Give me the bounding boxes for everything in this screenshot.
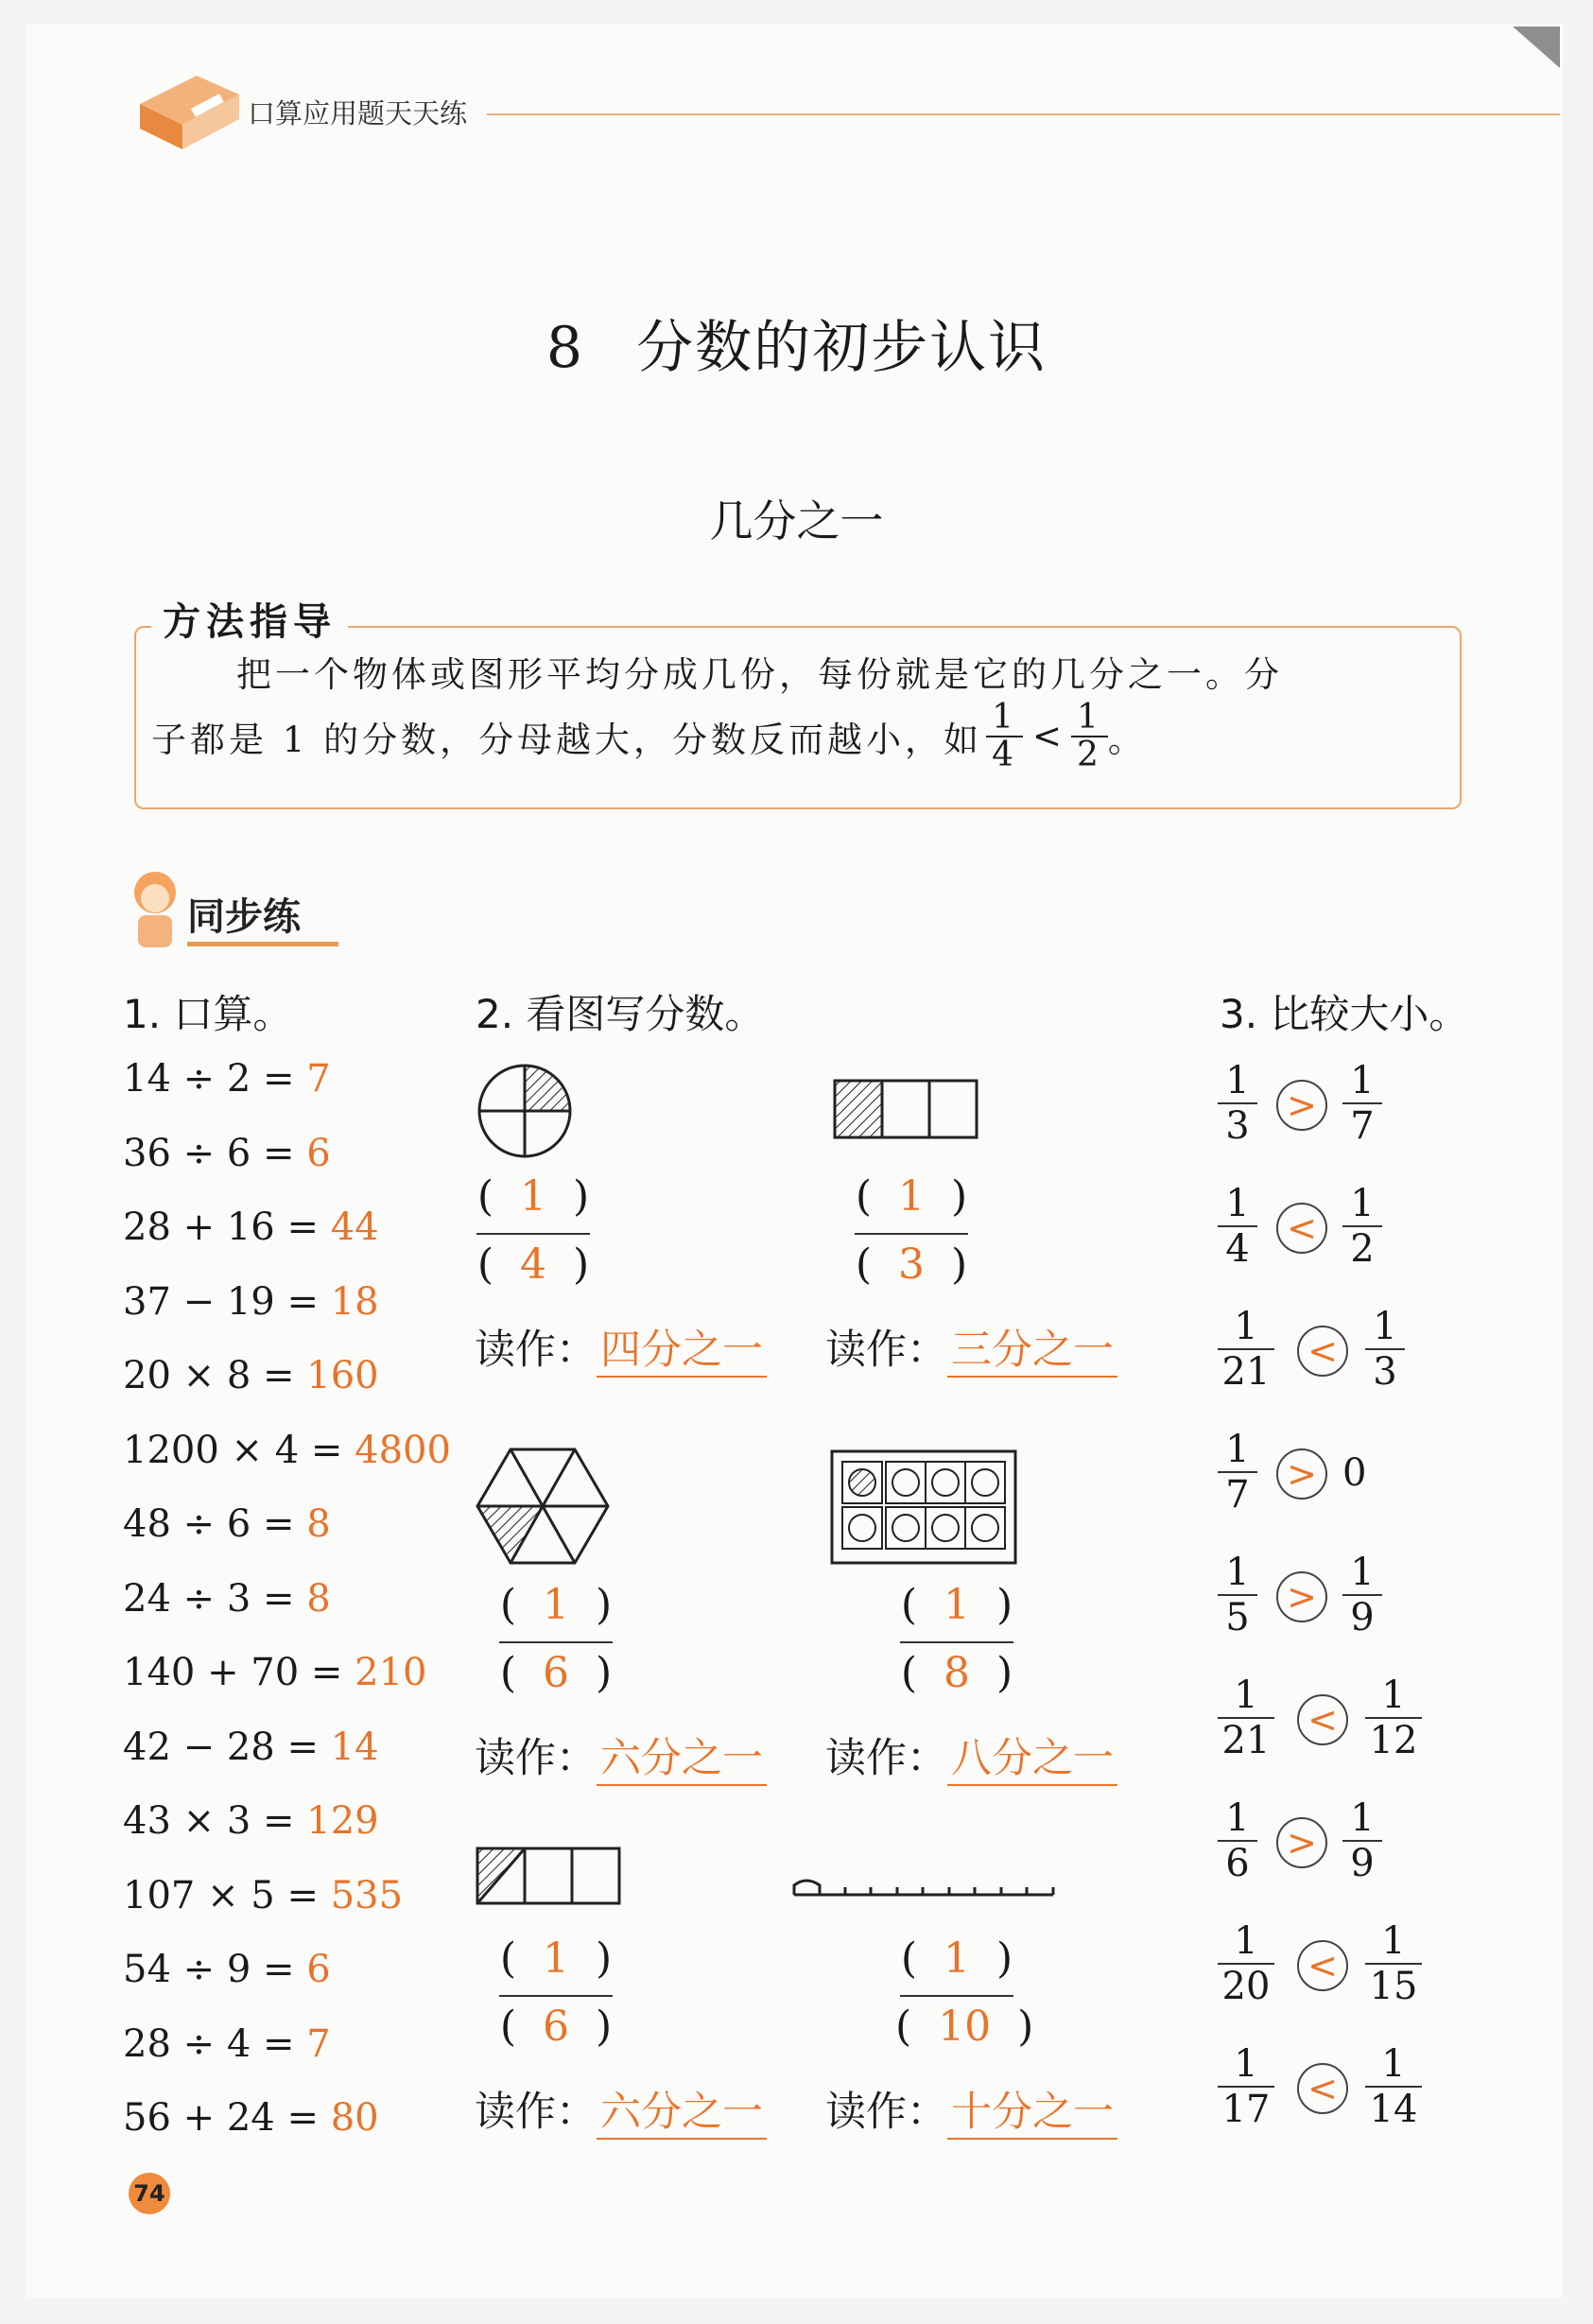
left-numerator: 1 [1218,1674,1274,1719]
read-as [825,2080,1117,2140]
right-numerator: 1 [1342,1182,1382,1227]
fraction-bar [476,1233,590,1235]
numerator-value: 1 [944,1581,970,1629]
compare-right-fraction [1342,1551,1382,1639]
read-label: 读作： [825,1327,947,1374]
right-numerator: 1 [1342,1551,1382,1596]
compare-right-fraction [1365,1919,1422,2008]
numerator-value: 1 [520,1172,546,1221]
compare-right-fraction [1342,1059,1382,1148]
read-as [475,2080,767,2140]
right-numerator: 1 [1365,2042,1422,2088]
calc-answer: 535 [330,1873,404,1917]
right-numerator: 1 [1365,1305,1405,1350]
calc-answer: 44 [330,1205,379,1249]
answer-numerator: ( 1 ) [900,1581,1013,1629]
calc-item [123,1577,331,1621]
read-label: 读作： [825,1735,947,1782]
calc-expression: 37 − 19 = [123,1279,319,1324]
calc-answer: 8 [306,1502,331,1546]
chapter-number: 8 [545,315,585,381]
calc-expression: 54 ÷ 9 = [123,1948,295,1991]
example-left-numerator: 1 [986,700,1023,737]
calc-item [123,1726,379,1769]
calc-item [123,2096,379,2140]
read-as [475,1726,767,1786]
calc-expression: 1200 × 4 = [123,1428,343,1472]
compare-symbol: < [1297,1694,1348,1745]
calc-expression: 14 ÷ 2 = [123,1057,295,1101]
calc-answer: 6 [306,1948,331,1991]
denominator-value: 6 [543,2003,569,2051]
read-label: 读作： [475,2089,597,2136]
q2-heading: 2. 看图写分数。 [476,991,765,1037]
denominator-value: 3 [898,1240,925,1289]
fraction-bar [855,1233,968,1235]
answer-numerator: ( 1 ) [499,1581,613,1629]
calc-expression: 48 ÷ 6 = [123,1502,295,1546]
left-numerator: 1 [1218,2042,1274,2088]
calc-answer: 8 [306,1576,331,1621]
example-right-denominator: 2 [1076,735,1102,774]
numerator-value: 1 [898,1172,925,1221]
header-divider [487,113,1560,115]
calc-item [123,1057,331,1101]
calc-expression: 42 − 28 = [123,1725,319,1769]
right-denominator: 9 [1350,1596,1375,1639]
answer-denominator: ( 10 ) [895,2003,1034,2051]
calc-item [123,1874,403,1917]
fraction-bar [900,1995,1013,1997]
left-denominator: 21 [1221,1719,1271,1762]
left-denominator: 20 [1221,1965,1271,2008]
q1-heading: 1. 口算。 [123,991,293,1037]
compare-right-fraction [1365,2042,1422,2131]
left-numerator: 1 [1218,1796,1257,1842]
read-as [825,1318,1117,1378]
left-denominator: 21 [1221,1350,1271,1394]
calc-item [123,1948,331,1991]
compare-left-fraction [1218,1674,1274,1762]
book-logo-icon [130,66,244,153]
kid-mascot-icon [125,868,187,951]
denominator-value: 4 [520,1240,546,1289]
calc-answer: 14 [330,1725,379,1769]
numerator-value: 1 [944,1934,970,1983]
section-subtitle: 几分之一 [709,495,884,546]
answer-numerator: ( 1 ) [476,1172,590,1221]
calc-item [123,1354,379,1397]
read-answer: 十分之一 [947,2080,1117,2140]
method-text-line1: 把一个物体或图形平均分成几份，每份就是它的几分之一。分 [236,654,1283,695]
calc-answer: 18 [330,1279,379,1324]
corner-fold-icon [1513,26,1562,70]
method-text-line2 [151,700,1147,773]
q3-heading: 3. 比较大小。 [1220,991,1469,1037]
compare-right-fraction [1365,1305,1405,1394]
sync-practice-label: 同步练 [187,895,301,939]
figure-circle-quarters [473,1059,577,1163]
calc-item [123,1205,379,1249]
right-numerator: 1 [1365,1919,1422,1965]
calc-expression: 56 + 24 = [123,2096,319,2140]
answer-denominator: ( 4 ) [476,1240,590,1289]
right-denominator: 14 [1369,2088,1418,2131]
left-denominator: 3 [1225,1104,1250,1148]
example-fraction-left [986,700,1023,773]
fraction-bar [900,1641,1013,1643]
fraction-bar [499,1641,613,1643]
header-title: 口算应用题天天练 [248,97,468,130]
figure-rect-triangle [475,1846,622,1906]
calc-item [123,1502,331,1546]
answer-denominator: ( 6 ) [499,2003,613,2051]
calc-expression: 28 + 16 = [123,1205,319,1249]
read-answer: 八分之一 [947,1726,1117,1786]
compare-right-fraction [1342,1182,1382,1271]
left-denominator: 4 [1225,1227,1250,1271]
figure-circle-grid-eighths [829,1448,1018,1566]
left-numerator: 1 [1218,1919,1274,1965]
calc-item [123,1651,427,1694]
chapter-title [0,303,1593,384]
method-text-2: 子都是 1 的分数，分母越大，分数反而越小，如 [151,719,983,760]
calc-answer: 129 [306,1799,379,1843]
compare-left-fraction [1218,1182,1257,1271]
compare-left-fraction [1218,1551,1257,1639]
right-denominator: 3 [1373,1350,1397,1394]
calc-answer: 6 [306,1131,331,1175]
read-answer: 三分之一 [947,1318,1117,1378]
numerator-value: 1 [543,1581,569,1629]
compare-left-fraction [1218,1919,1274,2008]
example-fraction-right [1071,700,1108,773]
denominator-value: 6 [543,1649,569,1697]
right-denominator: 12 [1369,1719,1418,1762]
calc-item [123,1132,331,1175]
read-label: 读作： [825,2089,947,2136]
left-numerator: 1 [1218,1059,1257,1104]
compare-symbol: < [1297,2063,1348,2114]
right-denominator: 15 [1369,1965,1418,2008]
right-denominator: 2 [1350,1227,1375,1271]
example-left-denominator: 4 [992,735,1017,774]
calc-answer: 7 [306,2021,331,2066]
compare-right-fraction [1342,1796,1382,1885]
read-answer: 六分之一 [597,2080,767,2140]
example-end: 。 [1107,719,1147,760]
answer-numerator: ( 1 ) [900,1934,1013,1983]
compare-symbol: > [1276,1448,1327,1500]
calc-answer: 80 [330,2096,379,2140]
calc-answer: 7 [306,1057,331,1101]
compare-symbol: < [1297,1326,1348,1377]
calc-answer: 4800 [355,1428,451,1472]
denominator-value: 8 [944,1649,970,1697]
calc-expression: 36 ÷ 6 = [123,1131,295,1175]
right-numerator: 1 [1342,1059,1382,1104]
compare-left-fraction [1218,1796,1257,1885]
read-answer: 四分之一 [597,1318,767,1378]
read-as [825,1726,1117,1786]
right-numerator: 1 [1365,1674,1422,1719]
figure-rect-thirds [832,1078,979,1140]
left-numerator: 1 [1218,1305,1274,1350]
compare-symbol: < [1276,1203,1327,1254]
compare-symbol: < [1297,1940,1348,1991]
page-number: 74 [129,2173,170,2214]
right-denominator: 9 [1350,1842,1375,1885]
compare-left-fraction [1218,2042,1274,2131]
compare-left-fraction [1218,1305,1274,1394]
figure-hexagon-sixths [475,1447,611,1566]
compare-right-whole: 0 [1342,1451,1367,1495]
compare-symbol: > [1276,1817,1327,1868]
calc-item [123,2022,331,2066]
answer-denominator: ( 6 ) [499,1649,613,1697]
left-denominator: 7 [1225,1473,1250,1517]
read-label: 读作： [475,1327,597,1374]
calc-expression: 43 × 3 = [123,1799,295,1843]
answer-numerator: ( 1 ) [499,1934,613,1983]
numerator-value: 1 [543,1934,569,1983]
left-numerator: 1 [1218,1551,1257,1596]
compare-right-fraction [1365,1674,1422,1762]
answer-numerator: ( 1 ) [855,1172,968,1221]
calc-item [123,1799,379,1843]
calc-expression: 107 × 5 = [123,1873,319,1917]
denominator-value: 10 [938,2003,992,2051]
left-numerator: 1 [1218,1428,1257,1473]
compare-symbol: > [1276,1571,1327,1622]
read-as [475,1318,767,1378]
calc-item [123,1280,379,1324]
calc-expression: 24 ÷ 3 = [123,1576,295,1621]
calc-item [123,1429,451,1472]
example-right-numerator: 1 [1071,700,1108,737]
chapter-title-text: 分数的初步认识 [636,315,1048,381]
compare-symbol: > [1276,1080,1327,1131]
calc-answer: 160 [306,1354,379,1397]
fraction-bar [499,1995,613,1997]
right-numerator: 1 [1342,1796,1382,1842]
method-label: 方法指导 [151,592,348,646]
left-numerator: 1 [1218,1182,1257,1227]
left-denominator: 5 [1225,1596,1250,1639]
answer-denominator: ( 3 ) [855,1240,968,1289]
calc-answer: 210 [355,1651,427,1694]
example-operator: < [1031,716,1065,757]
left-denominator: 17 [1221,2088,1271,2131]
answer-denominator: ( 8 ) [900,1649,1013,1697]
read-answer: 六分之一 [597,1726,767,1786]
figure-ruler-tenths [790,1863,1057,1900]
compare-left-fraction [1218,1059,1257,1148]
calc-expression: 140 + 70 = [123,1651,343,1694]
compare-left-fraction [1218,1428,1257,1517]
sync-underline [187,942,338,946]
calc-expression: 28 ÷ 4 = [123,2021,295,2066]
calc-expression: 20 × 8 = [123,1354,295,1397]
right-denominator: 7 [1350,1104,1375,1148]
read-label: 读作： [475,1735,597,1782]
left-denominator: 6 [1225,1842,1250,1885]
